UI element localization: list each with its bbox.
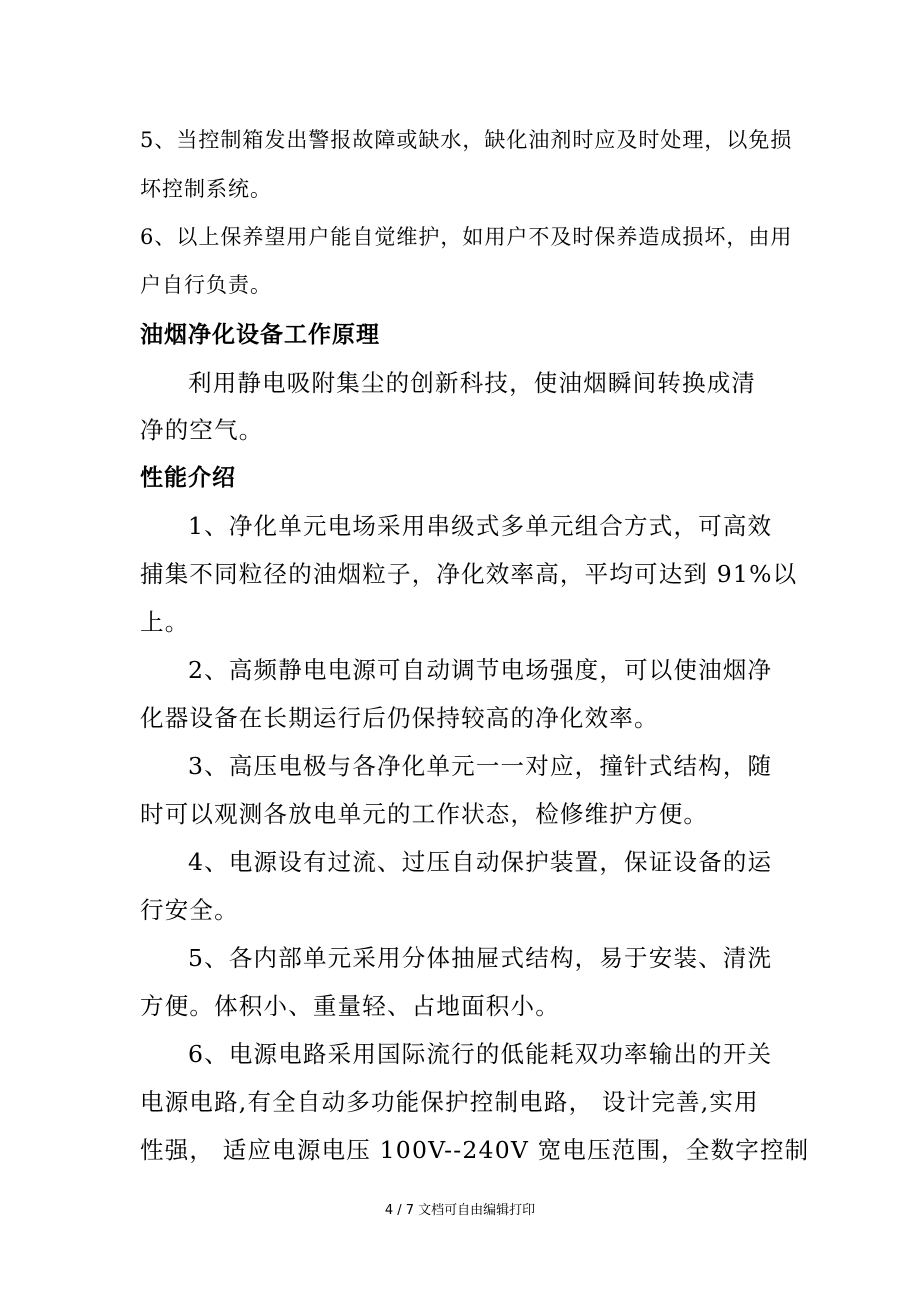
perf1-line2: 捕集不同粒径的油烟粒子，净化效率高，平均可达到 91%以: [140, 560, 798, 588]
perf5-line1: 5、各内部单元采用分体抽屉式结构，易于安装、清洗: [188, 944, 773, 972]
item6-prev-line1: 6、以上保养望用户能自觉维护，如用户不及时保养造成损坏，由用: [140, 225, 793, 249]
item5-prev-line2: 坏控制系统。: [140, 177, 272, 201]
heading-working-principle: 油烟净化设备工作原理: [140, 322, 380, 348]
principle-line1: 利用静电吸附集尘的创新科技，使油烟瞬间转换成清: [188, 369, 757, 397]
perf6-line3: 性强， 适应电源电压 100V--240V 宽电压范围，全数字控制: [140, 1136, 810, 1164]
perf5-line2: 方便。体积小、重量轻、占地面积小。: [140, 992, 560, 1020]
perf1-line3: 上。: [140, 608, 190, 636]
perf2-line1: 2、高频静电电源可自动调节电场强度，可以使油烟净: [188, 656, 773, 684]
heading-performance: 性能介绍: [140, 465, 236, 491]
perf1-line1: 1、净化单元电场采用串级式多单元组合方式，可高效: [188, 512, 773, 540]
perf4-line1: 4、电源设有过流、过压自动保护装置，保证设备的运: [188, 848, 773, 876]
perf3-line2: 时可以观测各放电单元的工作状态，检修维护方便。: [140, 800, 709, 828]
perf3-line1: 3、高压电极与各净化单元一一对应，撞针式结构，随: [188, 752, 773, 780]
perf4-line2: 行安全。: [140, 896, 239, 924]
perf6-line2: 电源电路,有全自动多功能保护控制电路， 设计完善,实用: [140, 1088, 759, 1116]
page-footer: 4 / 7 文档可自由编辑打印: [384, 1203, 536, 1218]
perf2-line2: 化器设备在长期运行后仍保持较高的净化效率。: [140, 704, 659, 732]
principle-line2: 净的空气。: [140, 416, 264, 444]
item5-prev-line1: 5、当控制箱发出警报故障或缺水，缺化油剂时应及时处理，以免损: [140, 128, 793, 152]
item6-prev-line2: 户自行负责。: [140, 273, 272, 297]
perf6-line1: 6、电源电路采用国际流行的低能耗双功率输出的开关: [188, 1040, 773, 1068]
